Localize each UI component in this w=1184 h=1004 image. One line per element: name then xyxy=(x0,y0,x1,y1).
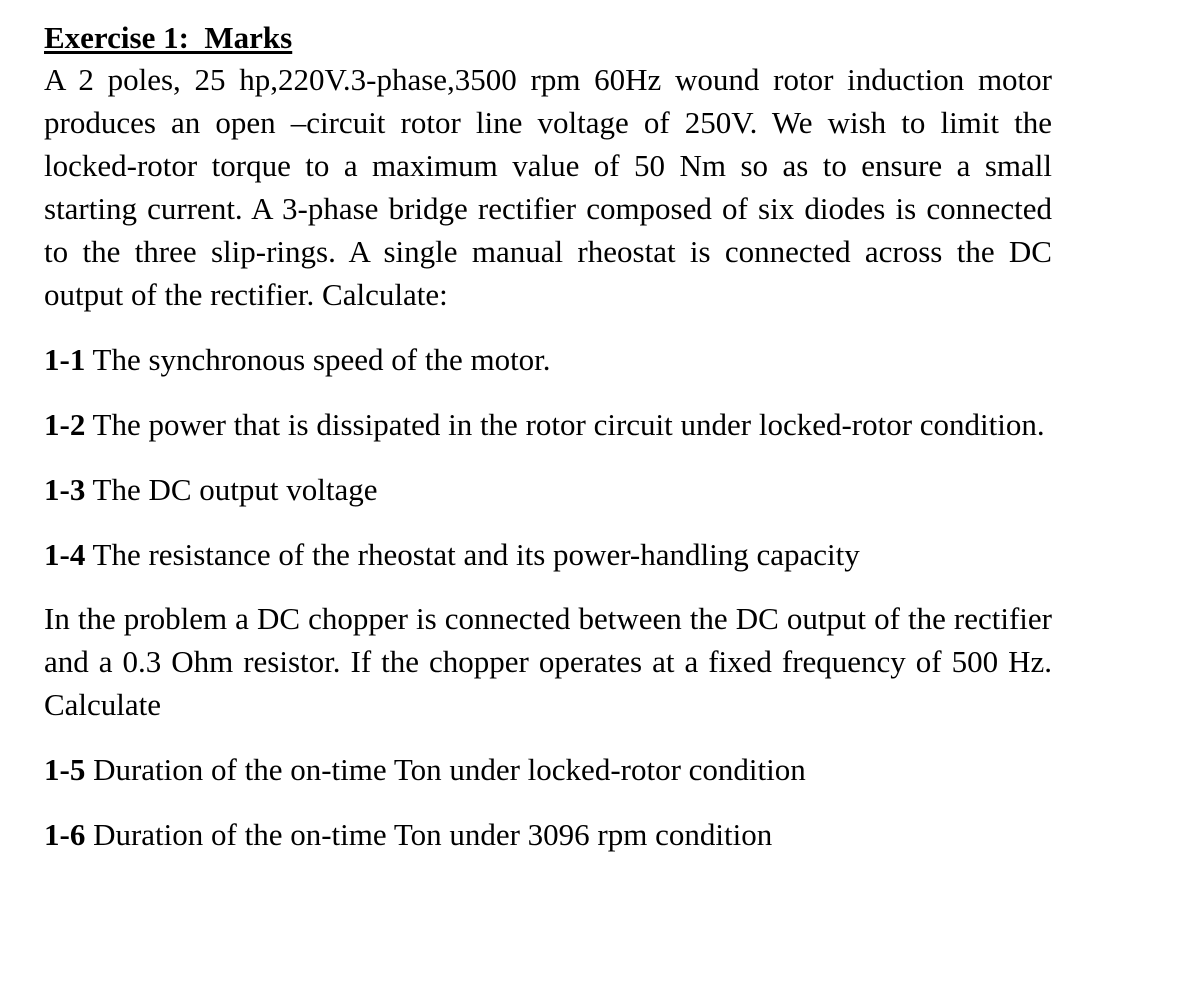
question-text: The DC output voltage xyxy=(85,472,378,507)
question-text: Duration of the on-time Ton under 3096 rpm condition xyxy=(85,817,773,852)
question-number: 1-4 xyxy=(44,537,86,572)
question-text: The resistance of the rheostat and its power-handling capacity xyxy=(85,537,860,572)
question-number: 1-3 xyxy=(44,472,86,507)
question-number: 1-5 xyxy=(44,752,86,787)
exercise-document xyxy=(44,18,1052,856)
question-1-6 xyxy=(44,813,1052,856)
question-text: The synchronous speed of the motor. xyxy=(85,342,551,377)
question-text: The power that is dissipated in the rotor circuit under locked-rotor condition. xyxy=(85,407,1045,442)
question-1-3 xyxy=(44,468,1052,511)
question-1-4 xyxy=(44,533,1052,576)
question-text: Duration of the on-time Ton under locked-rotor condition xyxy=(85,752,806,787)
exercise-intro: A 2 poles, 25 hp,220V.3-phase,3500 rpm 60Hz wound rotor induction motor produces an open –circuit rotor line voltage of 250V. We wish to limit the locked-rotor torque to a maximum value of 50 Nm so as to ensure a small starting current. A 3-phase bridge rectifier composed of six diodes is connected to the three slip-rings. A single manual rheostat is connected across the DC output of the rectifier. Calculate: xyxy=(44,62,1052,312)
question-1-2 xyxy=(44,403,1052,446)
question-number: 1-1 xyxy=(44,342,86,377)
exercise-title: Exercise 1: Marks xyxy=(44,20,293,55)
question-1-1 xyxy=(44,338,1052,381)
question-1-5 xyxy=(44,748,1052,791)
chopper-intro: In the problem a DC chopper is connected between the DC output of the rectifier and a 0.3 Ohm resistor. If the chopper operates at a fixed frequency of 500 Hz. Calculate xyxy=(44,601,1052,722)
question-number: 1-6 xyxy=(44,817,86,852)
question-number: 1-2 xyxy=(44,407,86,442)
